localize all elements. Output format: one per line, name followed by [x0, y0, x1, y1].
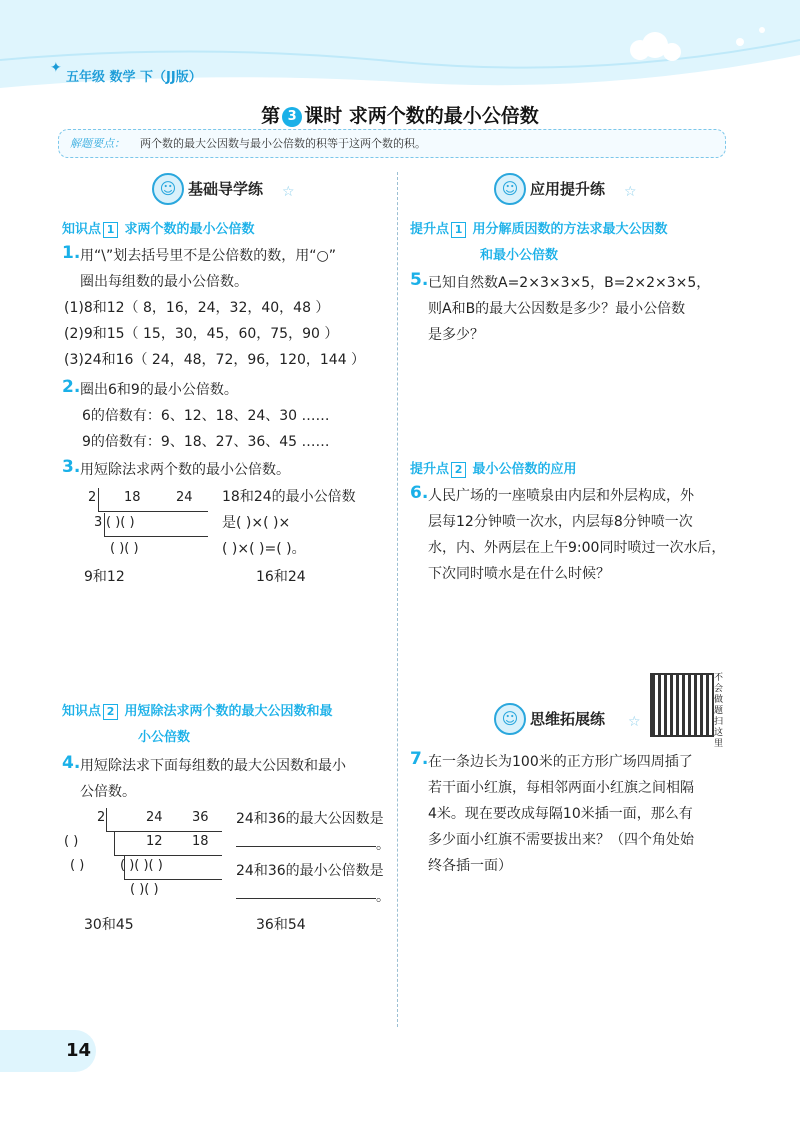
q2-line1: 圈出6和9的最小公倍数。 [80, 382, 238, 398]
tp-text: 最小公倍数的应用 [472, 462, 577, 477]
q7-line2: 若干面小红旗，每相邻两面小红旗之间相隔 [428, 780, 694, 796]
q3-side-text: 是( )×( )× [222, 515, 291, 531]
answer-line [236, 898, 376, 899]
q2-line2: 6的倍数有：6、12、18、24、30 …… [82, 408, 330, 424]
division-bracket [104, 513, 105, 537]
section-title-extend: 思维拓展练 [530, 710, 606, 728]
tp-number: 1 [451, 222, 466, 238]
page-number: 14 [66, 1040, 92, 1061]
question-number: 4. [62, 753, 81, 773]
section-title-apply: 应用提升练 [530, 180, 606, 198]
question-number: 2. [62, 377, 81, 397]
tp1-line2: 和最小公倍数 [480, 248, 559, 263]
q5-line2: 则A和B的最大公因数是多少？最小公倍数 [428, 301, 686, 317]
q4-exercise: 36和54 [256, 917, 306, 933]
q4-side-text: 24和36的最大公因数是 [236, 811, 384, 827]
division-blank: ( ) [64, 834, 79, 849]
star-icon: ☆ [628, 714, 641, 730]
q3-exercise: 16和24 [256, 569, 306, 585]
division-blank-row: ( )( ) [110, 541, 139, 556]
division-blank-row: ( )( ) [130, 882, 159, 897]
q4-side-text: 24和36的最小公倍数是 [236, 863, 384, 879]
answer-line [236, 846, 376, 847]
q1-line1: 用“\”划去括号里不是公倍数的数，用“○” [80, 248, 336, 264]
q4-side-text: 。 [376, 837, 390, 853]
q7-line3: 4米。现在要改成每隔10米插一面，那么有 [428, 806, 693, 822]
division-bracket [124, 856, 125, 880]
star-icon: ☆ [282, 184, 295, 200]
improve-point-1 [410, 218, 668, 238]
q3-side-text: 18和24的最小公倍数 [222, 489, 356, 505]
division-line [106, 831, 222, 832]
question-number: 7. [410, 749, 429, 769]
qr-code-icon[interactable] [650, 673, 714, 737]
tp-label: 提升点 [410, 462, 450, 477]
knowledge-point-2 [62, 700, 333, 720]
mascot-icon: ☺ [494, 703, 526, 735]
division-number: 12 [146, 834, 163, 849]
q1-line2: 圈出每组数的最小公倍数。 [80, 274, 248, 290]
kp-label: 知识点 [62, 704, 102, 719]
improve-point-2 [410, 458, 577, 478]
division-number: 36 [192, 810, 209, 825]
question-number: 5. [410, 270, 429, 290]
division-bracket [98, 488, 99, 512]
brand-logo: ✦ [50, 60, 62, 76]
tp-text: 用分解质因数的方法求最大公因数 [472, 222, 668, 237]
division-divisor: 2 [97, 810, 106, 825]
division-divisor: 2 [88, 490, 97, 505]
division-number: 18 [192, 834, 209, 849]
kp2-line2: 小公倍数 [138, 730, 191, 745]
book-title: 五年级 数学 下（JJ版） [66, 70, 202, 85]
division-number: 24 [146, 810, 163, 825]
tip-label: 解题要点： [70, 137, 125, 150]
section-title-basic: 基础导学练 [188, 180, 264, 198]
division-line [114, 855, 222, 856]
kp-text: 求两个数的最小公倍数 [124, 222, 255, 237]
division-divisor: 3 [94, 515, 103, 530]
kp-text: 用短除法求两个数的最大公因数和最 [124, 704, 333, 719]
q5-line3: 是多少？ [428, 327, 484, 343]
division-blank: ( ) [70, 858, 85, 873]
kp-number: 2 [103, 704, 118, 720]
question-number: 3. [62, 457, 81, 477]
question-number: 1. [62, 243, 81, 263]
kp-number: 1 [103, 222, 118, 238]
division-number: 18 [124, 490, 141, 505]
q3-line1: 用短除法求两个数的最小公倍数。 [80, 462, 290, 478]
q1-item: (3)24和16（ 24，48，72，96，120，144 ） [64, 352, 366, 368]
mascot-icon: ☺ [152, 173, 184, 205]
division-bracket [106, 808, 107, 832]
question-number: 6. [410, 483, 429, 503]
q4-line2: 公倍数。 [80, 784, 136, 800]
star-icon: ☆ [624, 184, 637, 200]
q1-item: (1)8和12（ 8，16，24，32，40，48 ） [64, 300, 330, 316]
division-line [104, 536, 208, 537]
q1-item: (2)9和15（ 15，30，45，60，75，90 ） [64, 326, 339, 342]
q3-exercise: 9和12 [84, 569, 125, 585]
q7-line4: 多少面小红旗不需要拔出来？（四个角处始 [428, 832, 694, 848]
mascot-icon: ☺ [494, 173, 526, 205]
tp-number: 2 [451, 462, 466, 478]
division-blank-row: ( )( ) [106, 515, 135, 530]
q3-side-text: ( )×( )=( )。 [222, 541, 306, 557]
qr-hint: 不会做题扫这里 [714, 673, 724, 749]
q6-line3: 水，内、外两层在上午9:00同时喷过一次水后， [428, 540, 726, 556]
q6-line1: 人民广场的一座喷泉由内层和外层构成，外 [428, 488, 694, 504]
division-line [98, 511, 208, 512]
q4-line1: 用短除法求下面每组数的最大公因数和最小 [80, 758, 346, 774]
lesson-number-badge: 3 [282, 107, 302, 127]
lesson-title [0, 101, 800, 128]
kp-label: 知识点 [62, 222, 102, 237]
q7-line5: 终各插一面） [428, 858, 512, 874]
lesson-prefix: 第 [261, 105, 281, 127]
q7-line1: 在一条边长为100米的正方形广场四周插了 [428, 754, 693, 770]
q6-line4: 下次同时喷水是在什么时候？ [428, 566, 610, 582]
tp-label: 提升点 [410, 222, 450, 237]
q4-exercise: 30和45 [84, 917, 134, 933]
lesson-suffix: 课时 求两个数的最小公倍数 [304, 105, 539, 127]
q2-line3: 9的倍数有：9、18、27、36、45 …… [82, 434, 330, 450]
tip-text: 两个数的最大公因数与最小公倍数的积等于这两个数的积。 [140, 137, 426, 150]
q5-line1: 已知自然数A=2×3×3×5，B=2×2×3×5， [428, 275, 711, 291]
q4-side-text: 。 [376, 889, 390, 905]
knowledge-point-1 [62, 218, 255, 238]
division-line [124, 879, 222, 880]
division-blank-row: ( )( )( ) [120, 858, 163, 873]
column-divider [397, 172, 398, 1027]
division-bracket [114, 832, 115, 856]
q6-line2: 层每12分钟喷一次水，内层每8分钟喷一次 [428, 514, 693, 530]
division-number: 24 [176, 490, 193, 505]
